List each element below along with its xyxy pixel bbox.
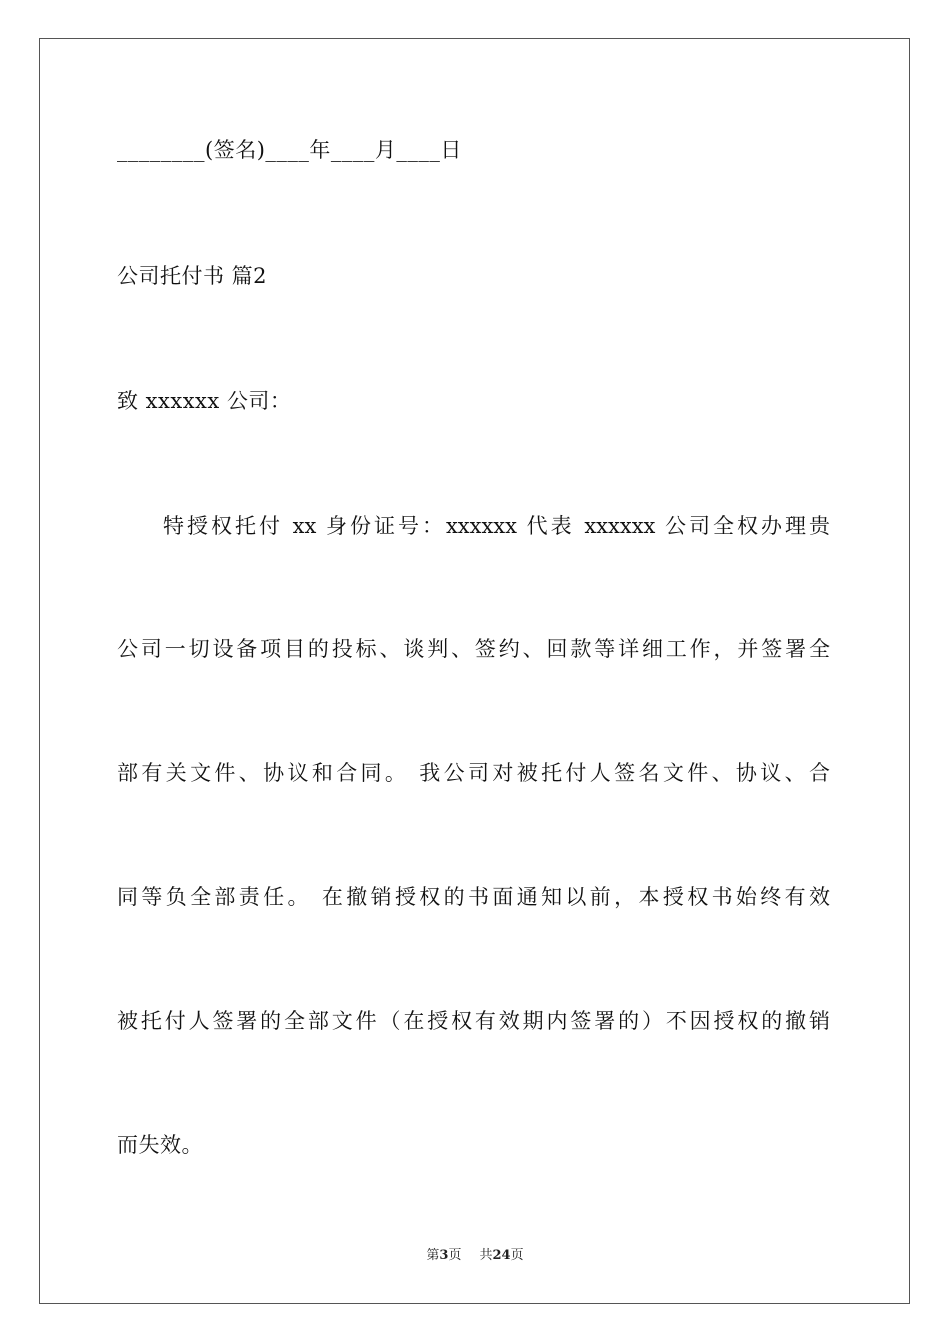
footer-page-number: 3 [439,1248,449,1263]
footer-total-prefix: 共 [479,1248,493,1263]
page-footer [0,1247,950,1265]
footer-page-prefix: 第 [426,1248,440,1263]
footer-page-suffix: 页 [448,1248,462,1263]
body-line-4: 同等负全部责任。 在撤销授权的书面通知以前，本授权书始终有效 [117,885,830,909]
body-line-1: 特授权托付 xx 身份证号：xxxxxx 代表 xxxxxx 公司全权办理贵 [163,514,830,538]
body-line-3: 部有关文件、协议和合同。 我公司对被托付人签名文件、协议、合 [117,761,830,785]
signature-date-line: ________(签名)____年____月____日 [117,138,462,162]
section-heading: 公司托付书 篇2 [117,264,268,288]
body-line-6: 而失效。 [117,1133,203,1157]
body-line-2: 公司一切设备项目的投标、谈判、签约、回款等详细工作，并签署全 [117,637,830,661]
footer-total-suffix: 页 [510,1248,524,1263]
footer-total-pages: 24 [492,1248,511,1263]
body-line-5: 被托付人签署的全部文件（在授权有效期内签署的）不因授权的撤销 [117,1009,830,1033]
salutation: 致 xxxxxx 公司： [117,389,292,413]
page-border [39,38,910,1304]
